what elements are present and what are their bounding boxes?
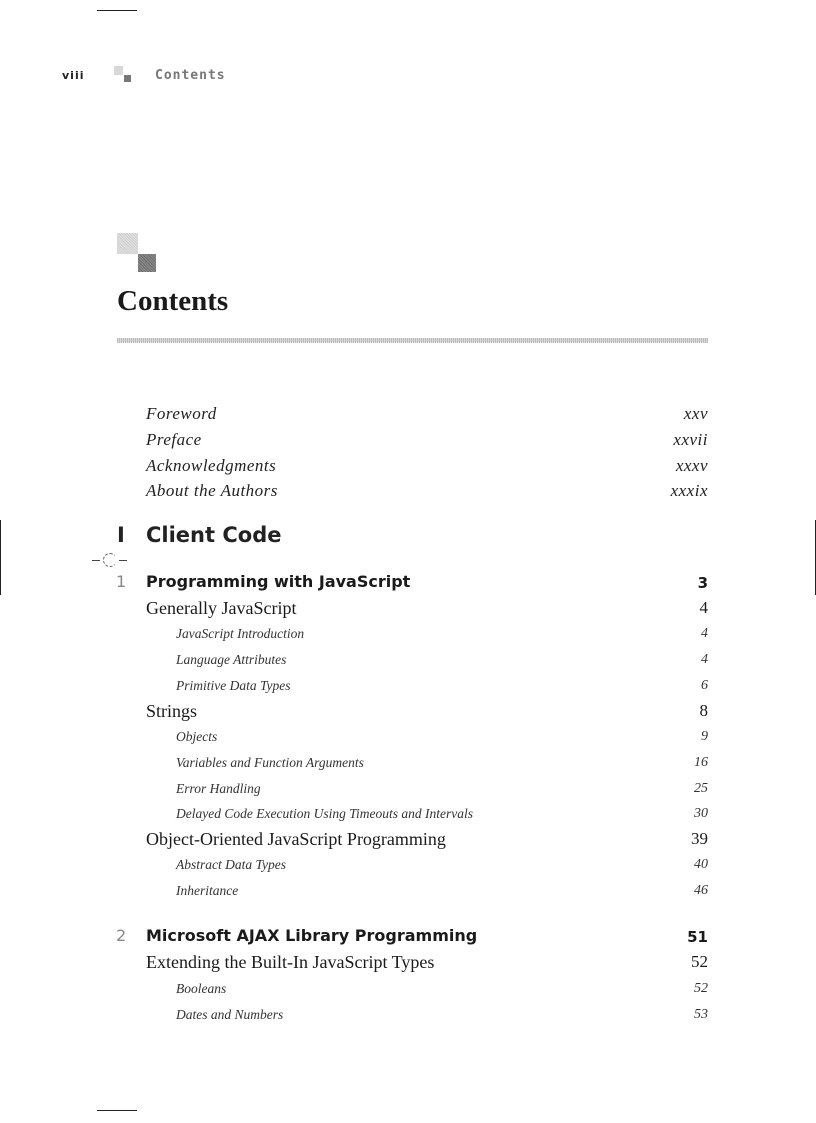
crop-mark-bottom [97, 1110, 137, 1111]
section-title: Object-Oriented JavaScript Programming [146, 829, 446, 849]
toc-subsection[interactable] [0, 727, 816, 751]
toc-subsection[interactable] [0, 650, 816, 674]
toc-front-item[interactable] [0, 430, 816, 454]
toc-section[interactable] [0, 598, 816, 622]
toc-page: xxxix [670, 481, 708, 500]
chapter-page: 51 [687, 928, 708, 946]
subsection-page: 9 [701, 729, 708, 744]
subsection-title: Inheritance [176, 883, 239, 898]
subsection-title: JavaScript Introduction [176, 626, 305, 641]
toc-subsection[interactable] [0, 624, 816, 648]
toc-subsection[interactable] [0, 676, 816, 700]
toc-subsection[interactable] [0, 804, 816, 828]
chapter-number: 1 [116, 572, 127, 591]
toc-front-item[interactable] [0, 404, 816, 428]
subsection-title: Objects [176, 729, 218, 744]
toc-section[interactable] [0, 829, 816, 853]
registration-mark-icon [92, 551, 126, 571]
toc-label: About the Authors [146, 481, 278, 500]
subsection-title: Variables and Function Arguments [176, 755, 364, 770]
subsection-title: Language Attributes [176, 652, 287, 667]
toc-chapter[interactable] [0, 926, 816, 950]
toc-section[interactable] [0, 952, 816, 976]
subsection-title: Error Handling [176, 781, 261, 796]
chapter-number: 2 [116, 926, 127, 945]
subsection-title: Abstract Data Types [176, 857, 286, 872]
subsection-page: 4 [701, 652, 708, 667]
subsection-page: 6 [701, 678, 708, 693]
toc-subsection[interactable] [0, 855, 816, 879]
part-number: I [117, 523, 125, 547]
chapter-title: Microsoft AJAX Library Programming [146, 926, 478, 945]
toc-section[interactable] [0, 701, 816, 725]
subsection-title: Primitive Data Types [176, 678, 291, 693]
subsection-title: Delayed Code Execution Using Timeouts and Intervals [176, 806, 473, 821]
toc-page: xxv [683, 404, 708, 423]
title-squares-icon [117, 233, 162, 273]
subsection-page: 52 [694, 981, 708, 996]
section-title: Strings [146, 701, 198, 721]
toc-label: Foreword [146, 404, 217, 423]
toc-chapter[interactable] [0, 572, 816, 596]
section-page: 52 [691, 952, 708, 971]
section-page: 4 [699, 598, 708, 617]
toc-subsection[interactable] [0, 979, 816, 1003]
subsection-page: 40 [694, 857, 708, 872]
toc-front-item[interactable] [0, 456, 816, 480]
chapter-page: 3 [697, 574, 708, 592]
page-title: Contents [117, 285, 229, 317]
page-number: viii [62, 69, 85, 82]
subsection-page: 53 [694, 1007, 708, 1022]
toc-page: xxvii [673, 430, 708, 449]
toc-label: Preface [146, 430, 202, 449]
toc-label: Acknowledgments [146, 456, 277, 475]
subsection-page: 46 [694, 883, 708, 898]
toc-front-item[interactable] [0, 481, 816, 505]
section-title: Extending the Built-In JavaScript Types [146, 952, 435, 972]
section-page: 8 [699, 701, 708, 720]
subsection-page: 25 [694, 781, 708, 796]
chapter-title: Programming with JavaScript [146, 572, 411, 591]
toc-part[interactable] [0, 523, 816, 547]
section-title: Generally JavaScript [146, 598, 297, 618]
toc-subsection[interactable] [0, 1005, 816, 1029]
toc-subsection[interactable] [0, 753, 816, 777]
subsection-page: 4 [701, 626, 708, 641]
header-square-dark-icon [124, 75, 131, 82]
subsection-title: Booleans [176, 981, 227, 996]
toc-subsection[interactable] [0, 881, 816, 905]
part-title: Client Code [146, 523, 282, 547]
subsection-page: 30 [694, 806, 708, 821]
toc-page: xxxv [675, 456, 708, 475]
title-rule [117, 338, 708, 343]
running-title: Contents [155, 68, 226, 83]
subsection-page: 16 [694, 755, 708, 770]
crop-mark-top [97, 10, 137, 11]
section-page: 39 [691, 829, 708, 848]
header-square-light-icon [114, 66, 123, 75]
subsection-title: Dates and Numbers [176, 1007, 284, 1022]
toc-subsection[interactable] [0, 779, 816, 803]
